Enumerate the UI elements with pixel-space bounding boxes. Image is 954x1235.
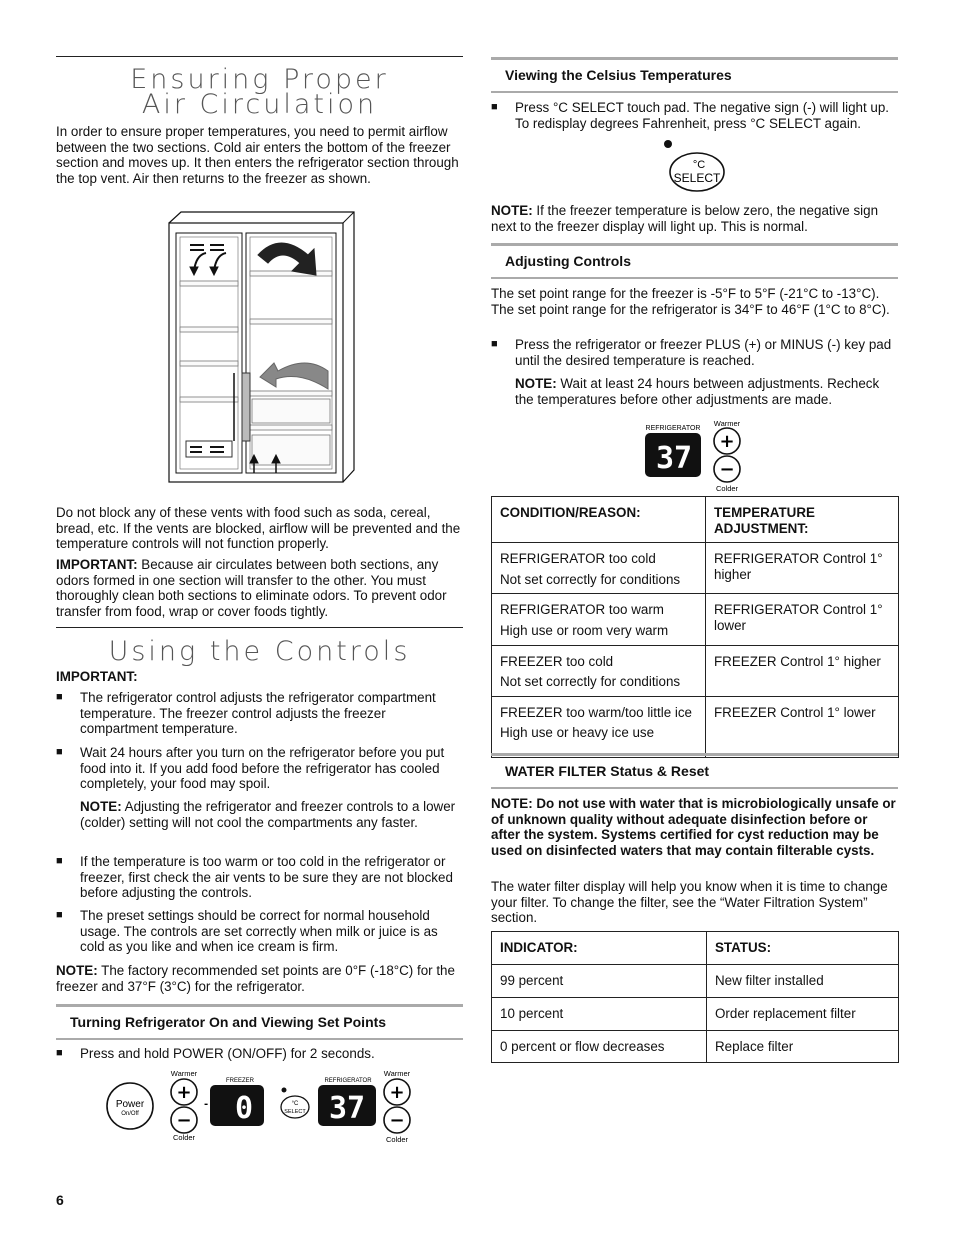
water-filter-heading: WATER FILTER Status & Reset [491, 753, 898, 789]
celsius-select-button[interactable] [670, 153, 724, 191]
note-text: If the freezer temperature is below zero, the negative sign next to the freezer display will light up. This is normal. [491, 203, 879, 234]
vents-paragraph: Do not block any of these vents with food such as soda, cereal, bread, etc. If the vents are blocked, airflow will be prevented and the temperature controls will not function properly. [56, 505, 461, 552]
note-label: NOTE: [80, 799, 122, 814]
table-cell: 0 percent or flow decreases [492, 1031, 707, 1063]
refrigerator-display-value: 37 [655, 441, 693, 476]
plus-icon: + [389, 1082, 405, 1103]
note-text: The factory recommended set points are 0°F (-18°C) for the freezer and 37°F (3°C) for the refrigerator. [56, 963, 455, 994]
table-cell: REFRIGERATOR Control 1° higher [706, 543, 899, 594]
turning-on-heading: Turning Refrigerator On and Viewing Set Points [56, 1004, 463, 1040]
adjusting-note [491, 376, 898, 407]
negative-sign-indicator: - [204, 1099, 209, 1110]
filter-status-table [491, 931, 899, 1063]
bullet-celsius-select: ■ Press °C SELECT touch pad. The negative sign (-) will light up. To redisplay degrees Fahrenheit, press °C SELECT again. [491, 100, 898, 131]
condition-text: REFRIGERATOR too cold [500, 551, 656, 567]
table-cell: Replace filter [707, 1031, 899, 1063]
table-header: INDICATOR: [492, 932, 707, 965]
table-cell: 99 percent [492, 965, 707, 998]
table-row [492, 998, 899, 1031]
bullet-press-power: ■ Press and hold POWER (ON/OFF) for 2 seconds. [56, 1046, 461, 1062]
table-header: STATUS: [707, 932, 899, 965]
note-label: NOTE: [515, 376, 557, 391]
important-text: Because air circulates between both sections, any odors formed in one section will transfer to the other. You must thoroughly clean both sections to eliminate odors. To prevent odor transfer from food, wrap or cover foods tightly. [56, 557, 447, 619]
bullet-check-vents: ■ If the temperature is too warm or too cold in the refrigerator or freezer, first check the air vents to be sure they are not blocked before adjusting the controls. [56, 854, 461, 901]
negative-indicator-dot [664, 140, 672, 148]
minus-icon: − [176, 1110, 192, 1131]
odor-important-paragraph [56, 557, 461, 619]
table-row [492, 645, 899, 696]
freezer-warmer-label: Warmer [170, 1069, 198, 1078]
refrigerator-display-value: 37 [328, 1091, 366, 1126]
page-number: 6 [56, 1192, 64, 1208]
table-cell: FREEZER Control 1° higher [706, 645, 899, 696]
table-cell: Order replacement filter [707, 998, 899, 1031]
water-filter-warning: NOTE: Do not use with water that is microbiologically unsafe or of unknown quality without adequate disinfection before or after the system. Systems certified for cyst reduction may be used on disinfected waters that may contain filterable cysts. [491, 796, 896, 858]
minus-icon: − [389, 1110, 405, 1131]
freezer-display-value: 0 [234, 1091, 254, 1126]
control-panel [104, 1068, 420, 1146]
refrigerator-control-figure [643, 418, 755, 494]
table-cell [492, 543, 706, 594]
power-sublabel: On/Off [121, 1111, 139, 1117]
using-controls-title: Using the Controls [108, 636, 411, 667]
freezer-colder-label: Colder [172, 1133, 196, 1142]
table-cell: 10 percent [492, 998, 707, 1031]
minus-icon: − [719, 459, 735, 480]
table-row [492, 594, 899, 645]
reason-text: Not set correctly for conditions [500, 674, 681, 690]
celsius-select-figure [662, 138, 726, 194]
note-text: Adjusting the refrigerator and freezer controls to a lower (colder) setting will not cool the compartments any faster. [80, 799, 456, 830]
plus-icon: + [719, 431, 735, 452]
refrigerator-warmer-label: Warmer [383, 1069, 411, 1078]
reason-text: Not set correctly for conditions [500, 571, 681, 587]
water-filter-paragraph: The water filter display will help you know when it is time to change your filter. To change the filter, see the “Water Filtration System” section. [491, 879, 888, 926]
table-row [492, 696, 899, 757]
condition-text: FREEZER too cold [500, 653, 614, 669]
colder-label: Colder [715, 484, 739, 493]
select-label: SELECT [673, 171, 721, 185]
refrigerator-display-label: REFRIGERATOR [324, 1078, 372, 1084]
select-label: SELECT [284, 1109, 306, 1115]
bullet-control-adjusts: ■ The refrigerator control adjusts the refrigerator compartment temperature. The freezer control adjusts the freezer compartment temperature. [56, 690, 461, 737]
table-cell [492, 594, 706, 645]
warmer-label: Warmer [713, 419, 741, 428]
note-factory-set-points [56, 963, 461, 994]
bullet-plus-minus: ■ Press the refrigerator or freezer PLUS (+) or MINUS (-) key pad until the desired temperature is reached. [491, 337, 898, 368]
refrigerator-plus-button[interactable] [714, 428, 740, 454]
celsius-label: °C [692, 159, 706, 171]
celsius-select-button[interactable] [281, 1096, 309, 1118]
refrigerator-minus-button[interactable] [384, 1107, 410, 1133]
celsius-heading: Viewing the Celsius Temperatures [491, 57, 898, 93]
note-colder-setting [56, 799, 461, 830]
table-cell: REFRIGERATOR Control 1° lower [706, 594, 899, 645]
table-cell [492, 645, 706, 696]
condition-text: REFRIGERATOR too warm [500, 602, 664, 618]
table-header-row [492, 932, 899, 965]
reason-text: High use or room very warm [500, 622, 669, 638]
table-cell: New filter installed [707, 965, 899, 998]
reason-text: High use or heavy ice use [500, 725, 655, 741]
airflow-diagram [168, 211, 358, 485]
table-row [492, 1031, 899, 1063]
power-label: Power [115, 1099, 145, 1110]
table-row [492, 965, 899, 998]
refrigerator-display-label: REFRIGERATOR [645, 425, 701, 432]
controls-important-label: IMPORTANT: [56, 669, 138, 684]
controls-rule [56, 627, 463, 628]
table-header: TEMPERATURE ADJUSTMENT: [706, 497, 899, 543]
refrigerator-minus-button[interactable] [714, 456, 740, 482]
bullet-preset-settings: ■ The preset settings should be correct for normal household usage. The controls are set correctly when milk or juice is as cold as you like and when ice cream is firm. [56, 908, 461, 955]
condition-table [491, 496, 899, 758]
air-intro-text: In order to ensure proper temperatures, you need to permit airflow between the two sections. Cold air enters the bottom of the freezer section and moves up. It then enters the refrigerator section through the top vent. Air then returns to the freezer as shown. [56, 124, 459, 186]
table-header-row [492, 497, 899, 543]
set-point-range-paragraph: The set point range for the freezer is -5°F to 5°F (-21°C to -13°C). The set point range for the refrigerator is 34°F to 46°F (1°C to 8°C). [491, 286, 890, 317]
note-label: NOTE: [56, 963, 98, 978]
celsius-indicator-dot [282, 1088, 287, 1093]
freezer-display-label: FREEZER [226, 1078, 255, 1084]
important-label: IMPORTANT: [56, 557, 138, 572]
note-label: NOTE: [491, 203, 533, 218]
freezer-plus-button[interactable] [171, 1079, 197, 1105]
condition-text: FREEZER too warm/too little ice [500, 704, 692, 720]
table-cell: FREEZER Control 1° lower [706, 696, 899, 757]
freezer-minus-button[interactable] [171, 1107, 197, 1133]
power-button[interactable] [107, 1083, 153, 1129]
table-header: CONDITION/REASON: [492, 497, 706, 543]
celsius-note [491, 203, 898, 234]
adjusting-heading: Adjusting Controls [491, 243, 898, 279]
table-row [492, 543, 899, 594]
note-text: Wait at least 24 hours between adjustments. Recheck the temperatures before other adjustments are made. [515, 376, 880, 407]
refrigerator-colder-label: Colder [385, 1135, 409, 1144]
table-cell [492, 696, 706, 757]
air-circulation-title: Ensuring Proper Air Circulation [130, 64, 389, 120]
refrigerator-plus-button[interactable] [384, 1079, 410, 1105]
top-rule [56, 56, 463, 57]
plus-icon: + [176, 1082, 192, 1103]
bullet-wait-24-hours: ■ Wait 24 hours after you turn on the refrigerator before you put food into it. If you add food before the refrigerator has cooled completely, your food may spoil. [56, 745, 461, 792]
celsius-label: °C [291, 1101, 299, 1107]
